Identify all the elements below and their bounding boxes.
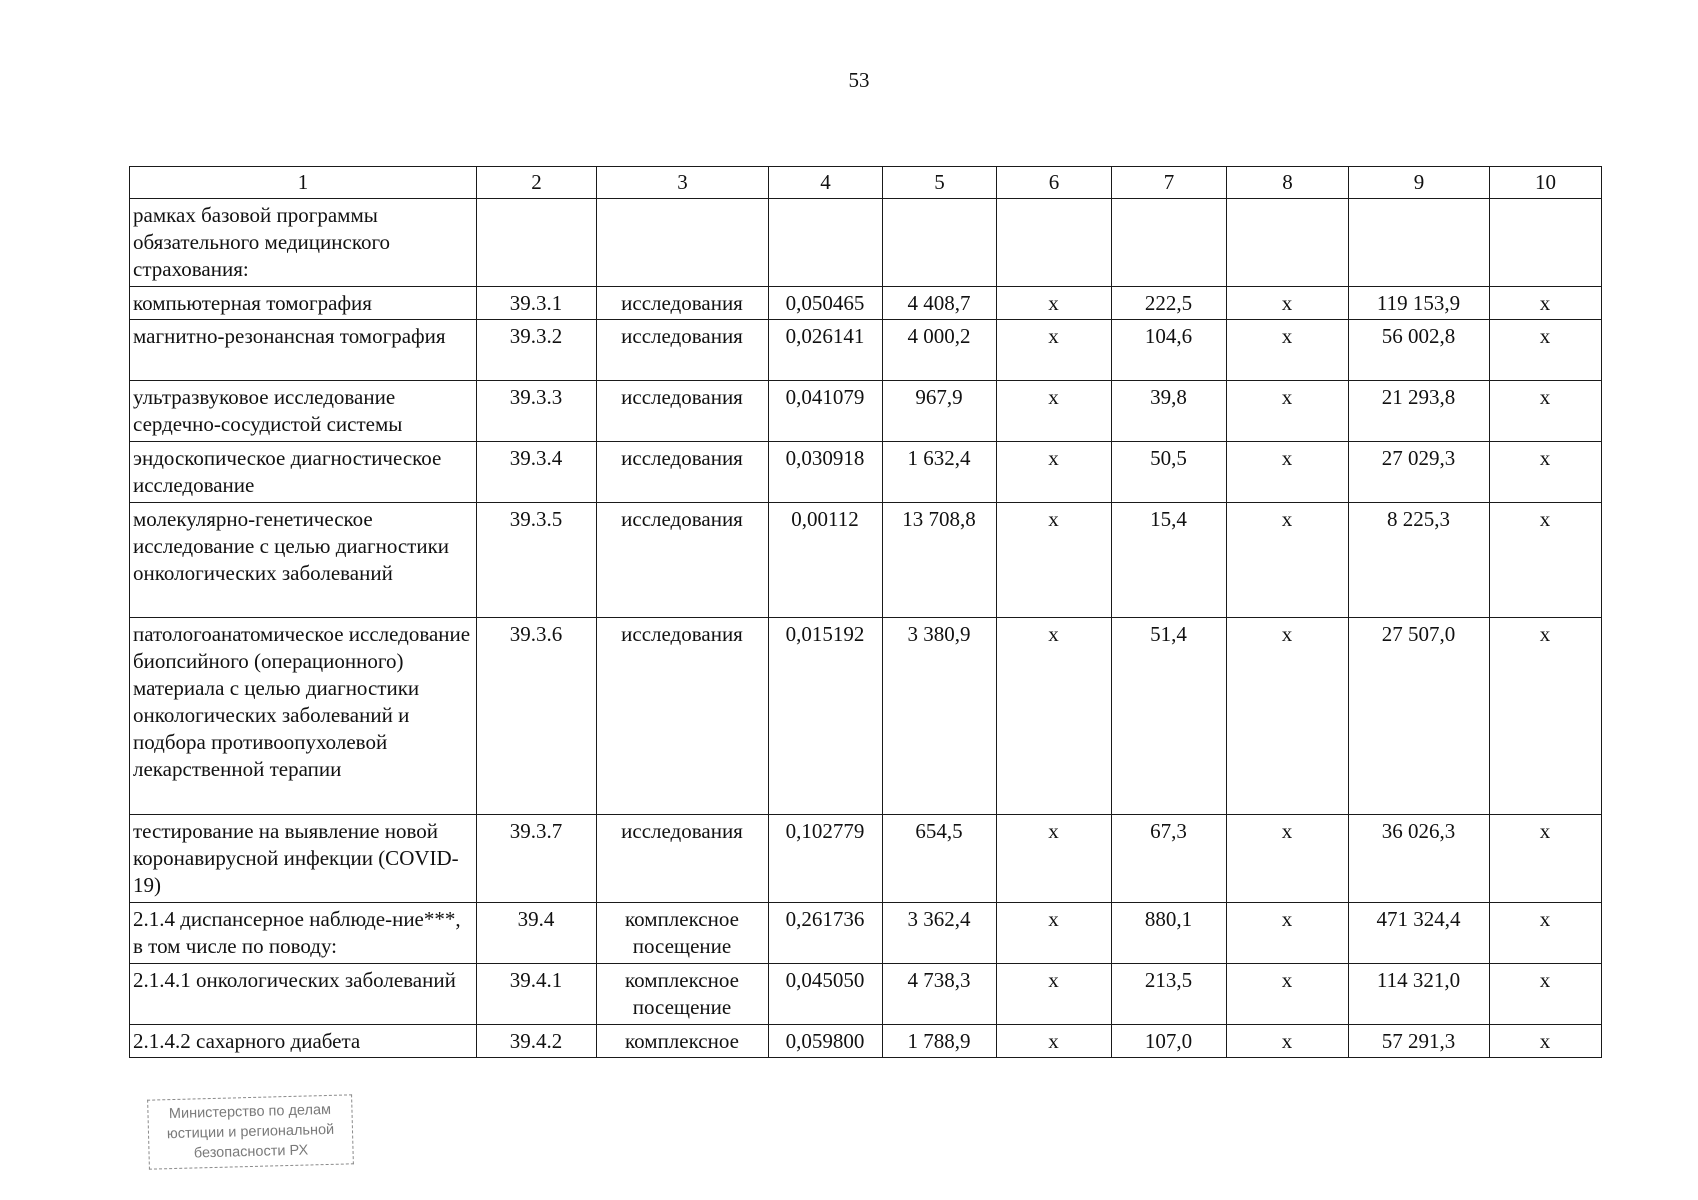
table-row [130, 903, 1602, 964]
row-col-8: х [1227, 381, 1349, 442]
table-row [130, 381, 1602, 442]
row-col-6: х [997, 964, 1112, 1025]
row-col-8: х [1227, 618, 1349, 815]
row-col-4: 0,050465 [769, 287, 883, 320]
row-code [477, 199, 597, 287]
row-col-6: х [997, 320, 1112, 381]
table-row [130, 815, 1602, 903]
row-code: 39.3.4 [477, 442, 597, 503]
row-code: 39.4.2 [477, 1025, 597, 1058]
table-row [130, 618, 1602, 815]
row-unit: исследования [597, 287, 769, 320]
row-col-5: 3 362,4 [883, 903, 997, 964]
row-col-6: х [997, 287, 1112, 320]
row-name: рамках базовой программы обязательного медицинского страхования: [130, 199, 477, 287]
row-unit: комплексное посещение [597, 903, 769, 964]
row-col-6: х [997, 815, 1112, 903]
row-col-10: х [1490, 964, 1602, 1025]
row-col-5: 4 738,3 [883, 964, 997, 1025]
table-row [130, 964, 1602, 1025]
row-col-5: 654,5 [883, 815, 997, 903]
row-unit: исследования [597, 815, 769, 903]
row-col-7: 50,5 [1112, 442, 1227, 503]
row-col-8: х [1227, 503, 1349, 618]
row-name: патологоанатомическое исследование биопсийного (операционного) материала с целью диагностики онкологических заболеваний и подбора противоопухолевой лекарственной терапии [130, 618, 477, 815]
header-cell: 2 [477, 167, 597, 199]
row-code: 39.4.1 [477, 964, 597, 1025]
row-col-9: 8 225,3 [1349, 503, 1490, 618]
row-col-5: 1 788,9 [883, 1025, 997, 1058]
row-col-8: х [1227, 442, 1349, 503]
row-code: 39.3.7 [477, 815, 597, 903]
row-col-10: х [1490, 381, 1602, 442]
row-col-10 [1490, 199, 1602, 287]
row-col-9 [1349, 199, 1490, 287]
row-name: 2.1.4 диспансерное наблюде-ние***, в том числе по поводу: [130, 903, 477, 964]
row-unit: комплексное посещение [597, 964, 769, 1025]
row-col-7: 67,3 [1112, 815, 1227, 903]
row-col-6 [997, 199, 1112, 287]
header-cell: 1 [130, 167, 477, 199]
table-row [130, 442, 1602, 503]
row-col-9: 119 153,9 [1349, 287, 1490, 320]
row-col-10: х [1490, 1025, 1602, 1058]
header-cell: 8 [1227, 167, 1349, 199]
row-col-8: х [1227, 964, 1349, 1025]
header-cell: 3 [597, 167, 769, 199]
row-col-7: 39,8 [1112, 381, 1227, 442]
row-col-8 [1227, 199, 1349, 287]
row-col-10: х [1490, 320, 1602, 381]
row-name: молекулярно-генетическое исследование с целью диагностики онкологических заболеваний [130, 503, 477, 618]
row-code: 39.3.3 [477, 381, 597, 442]
row-col-9: 21 293,8 [1349, 381, 1490, 442]
row-code: 39.3.2 [477, 320, 597, 381]
row-col-7: 104,6 [1112, 320, 1227, 381]
row-col-7: 51,4 [1112, 618, 1227, 815]
row-col-5: 967,9 [883, 381, 997, 442]
row-col-4: 0,045050 [769, 964, 883, 1025]
row-name: тестирование на выявление новой коронавирусной инфекции (COVID-19) [130, 815, 477, 903]
row-col-6: х [997, 442, 1112, 503]
row-col-8: х [1227, 287, 1349, 320]
row-unit: исследования [597, 320, 769, 381]
row-col-8: х [1227, 815, 1349, 903]
row-col-7: 15,4 [1112, 503, 1227, 618]
row-col-6: х [997, 381, 1112, 442]
row-col-5: 4 408,7 [883, 287, 997, 320]
row-col-10: х [1490, 903, 1602, 964]
row-code: 39.3.6 [477, 618, 597, 815]
header-row [130, 167, 1602, 199]
row-unit: исследования [597, 381, 769, 442]
row-name: эндоскопическое диагностическое исследование [130, 442, 477, 503]
row-col-7: 107,0 [1112, 1025, 1227, 1058]
row-col-4 [769, 199, 883, 287]
stamp-line: безопасности РХ [193, 1142, 309, 1162]
page-number: 53 [848, 68, 870, 92]
row-col-9: 27 507,0 [1349, 618, 1490, 815]
row-col-7: 880,1 [1112, 903, 1227, 964]
row-name: магнитно-резонансная томография [130, 320, 477, 381]
header-cell: 4 [769, 167, 883, 199]
row-col-6: х [997, 903, 1112, 964]
row-col-5: 1 632,4 [883, 442, 997, 503]
row-col-5: 13 708,8 [883, 503, 997, 618]
row-name: 2.1.4.2 сахарного диабета [130, 1025, 477, 1058]
table-row [130, 199, 1602, 287]
table-row [130, 320, 1602, 381]
row-col-4: 0,059800 [769, 1025, 883, 1058]
row-col-10: х [1490, 442, 1602, 503]
table-row [130, 503, 1602, 618]
row-col-7: 213,5 [1112, 964, 1227, 1025]
row-col-8: х [1227, 320, 1349, 381]
ministry-stamp [147, 1094, 354, 1169]
row-unit: исследования [597, 503, 769, 618]
row-col-9: 56 002,8 [1349, 320, 1490, 381]
row-name: ультразвуковое исследование сердечно-сосудистой системы [130, 381, 477, 442]
row-col-6: х [997, 503, 1112, 618]
row-unit: исследования [597, 618, 769, 815]
row-col-4: 0,00112 [769, 503, 883, 618]
row-col-5: 3 380,9 [883, 618, 997, 815]
row-col-4: 0,030918 [769, 442, 883, 503]
row-col-8: х [1227, 1025, 1349, 1058]
table-row [130, 287, 1602, 320]
row-code: 39.4 [477, 903, 597, 964]
row-col-5 [883, 199, 997, 287]
row-col-9: 471 324,4 [1349, 903, 1490, 964]
row-col-4: 0,261736 [769, 903, 883, 964]
row-col-10: х [1490, 287, 1602, 320]
row-col-9: 27 029,3 [1349, 442, 1490, 503]
row-col-10: х [1490, 815, 1602, 903]
row-code: 39.3.1 [477, 287, 597, 320]
row-col-10: х [1490, 618, 1602, 815]
row-col-9: 114 321,0 [1349, 964, 1490, 1025]
row-col-9: 57 291,3 [1349, 1025, 1490, 1058]
row-unit: исследования [597, 442, 769, 503]
header-cell: 5 [883, 167, 997, 199]
row-col-4: 0,015192 [769, 618, 883, 815]
header-cell: 6 [997, 167, 1112, 199]
row-col-8: х [1227, 903, 1349, 964]
row-name: компьютерная томография [130, 287, 477, 320]
row-unit: комплексное [597, 1025, 769, 1058]
header-cell: 7 [1112, 167, 1227, 199]
row-col-5: 4 000,2 [883, 320, 997, 381]
row-name: 2.1.4.1 онкологических заболеваний [130, 964, 477, 1025]
row-col-6: х [997, 1025, 1112, 1058]
table-row [130, 1025, 1602, 1058]
row-col-4: 0,026141 [769, 320, 883, 381]
header-cell: 10 [1490, 167, 1602, 199]
stamp-line: Министерство по делам [168, 1101, 332, 1123]
row-code: 39.3.5 [477, 503, 597, 618]
row-col-7: 222,5 [1112, 287, 1227, 320]
row-col-6: х [997, 618, 1112, 815]
row-col-9: 36 026,3 [1349, 815, 1490, 903]
row-col-10: х [1490, 503, 1602, 618]
row-col-4: 0,102779 [769, 815, 883, 903]
header-cell: 9 [1349, 167, 1490, 199]
data-table [129, 166, 1602, 1058]
row-unit [597, 199, 769, 287]
stamp-line: юстиции и региональной [166, 1121, 335, 1143]
row-col-4: 0,041079 [769, 381, 883, 442]
row-col-7 [1112, 199, 1227, 287]
